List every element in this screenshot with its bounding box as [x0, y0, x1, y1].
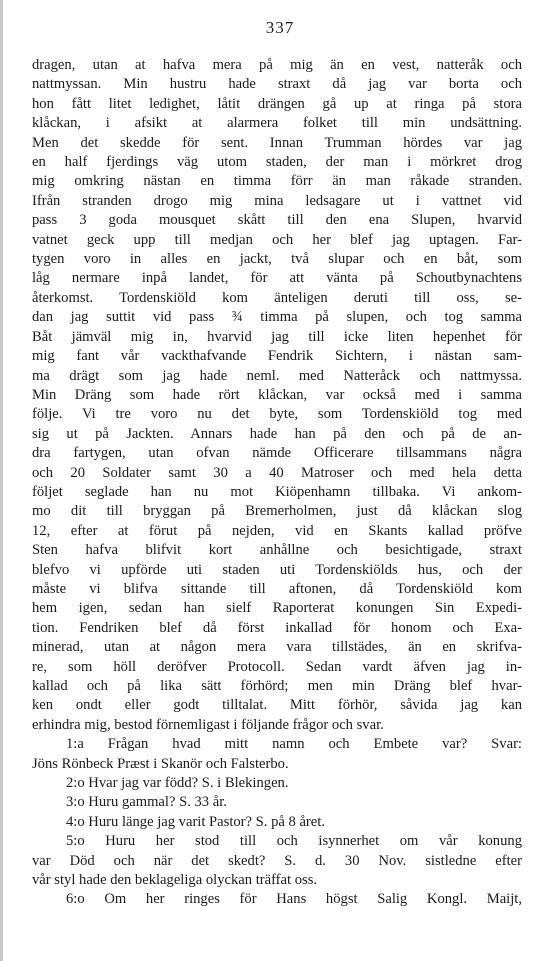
- text-line: ken ondt eller godt tilltalat. Mitt förhör, såvida jag kan: [32, 697, 522, 714]
- text-line: mo dit till bryggan på Bremerholmen, just då klåckan slog: [32, 503, 522, 520]
- text-line: Ifrån stranden drogo mig mina ledsagare ut i vattnet vid: [32, 192, 522, 209]
- text-line: ma drägt som jag hade neml. med Natteråck och nattmyssa.: [32, 367, 522, 384]
- text-line: minerad, utan at någon mera vara tillstädes, än en skrifva-: [32, 639, 522, 656]
- text-line: 6:o Om her ringes för Hans högst Salig Kongl. Maijt,: [66, 891, 522, 908]
- text-line: tygen voro in alles en jackt, två slupar och en båt, som: [32, 251, 522, 268]
- text-line: mig omkring nästan en timma förr än man råkade stranden.: [32, 173, 522, 190]
- text-line: Men det skedde för sent. Innan Trumman hördes var jag: [32, 134, 522, 151]
- text-line: vatnet geck upp till medjan och her blef jag uptagen. Far-: [32, 231, 522, 248]
- text-line: dra fartygen, utan ofvan nämde Officerare tillsammans några: [32, 445, 522, 462]
- text-line: blefvo vi upförde uti staden uti Tordenskiölds hus, och der: [32, 561, 522, 578]
- text-line: nattmyssan. Min hustru hade straxt då jag var borta och: [32, 76, 522, 93]
- text-line: 5:o Huru her stod till och isynnerhet om vår konung: [66, 833, 522, 850]
- text-line: dragen, utan at hafva mera på mig än en vest, natteråk och: [32, 57, 522, 73]
- text-line: en half fjerdings väg utom staden, der man i mörkret drog: [32, 154, 522, 171]
- text-line: och 20 Soldater samt 30 a 40 Matroser och med hela detta: [32, 464, 522, 481]
- text-line: hon fått litet ledighet, låtit drängen gå up at ringa på stora: [32, 95, 522, 112]
- text-line: hem igen, sedan han sielf Raporterat konungen Sin Expedi-: [32, 600, 522, 617]
- text-line: pass 3 goda mousquet skått till den ena Slupen, hvarvid: [32, 212, 522, 229]
- text-line: sig ut på Jackten. Annars hade han på den och på de an-: [32, 425, 522, 442]
- text-line: måste vi blifva sittande till aftonen, då Tordenskiöld kom: [32, 580, 522, 597]
- text-line: 12, efter at förut på nejden, vid en Skants kallad pröfve: [32, 522, 522, 539]
- text-line: vår styl hade den beklageliga olyckan träffat oss.: [32, 872, 318, 889]
- text-line: följe. Vi tre voro nu det byte, som Tordenskiöld tog med: [32, 406, 522, 423]
- page-edge-shadow: [0, 0, 3, 961]
- text-line: 2:o Hvar jag var född? S. i Blekingen.: [66, 775, 289, 792]
- text-line: Jöns Rönbeck Præst i Skanör och Falsterbo.: [32, 755, 289, 772]
- text-line: re, som höll deröfver Protocoll. Sedan vardt äfven jag in-: [32, 658, 522, 675]
- text-line: klåckan, i afsikt at alarmera folket till min undsättning.: [32, 115, 522, 132]
- text-line: 1:a Frågan hvad mitt namn och Embete var? Svar:: [66, 736, 522, 753]
- text-line: kallad och på lika sätt förhörd; men min Dräng blef hvar-: [32, 678, 522, 694]
- text-line: Sten hafva blifvit kort anhållne och besichtigade, straxt: [32, 542, 522, 559]
- text-line: låg nermare inpå landet, för att vänta på Schoutbynachtens: [32, 270, 522, 287]
- text-line: återkomst. Tordenskiöld kom änteligen deruti till oss, se-: [32, 289, 522, 306]
- body-text: [32, 56, 522, 910]
- text-line: mig fant vår vackthafvande Fendrik Sichtern, i nästan sam-: [32, 348, 522, 365]
- text-line: Min Dräng som hade rört klåckan, var också med i samma: [32, 386, 522, 403]
- text-line: följet seglade han nu mot Kiöpenhamn tillbaka. Vi ankom-: [32, 483, 522, 500]
- text-line: Båt jämväl mig in, hvarvid jag till icke liten hepenhet för: [32, 328, 522, 345]
- text-line: 3:o Huru gammal? S. 33 år.: [66, 794, 227, 811]
- text-line: erhindra mig, bestod förnemligast i följande frågor och svar.: [32, 716, 384, 733]
- page-number: 337: [265, 18, 295, 37]
- text-line: tion. Fendriken blef då först inkallad för honom och Exa-: [32, 619, 522, 636]
- text-line: 4:o Huru länge jag varit Pastor? S. på 8 året.: [66, 813, 325, 830]
- text-line: dan jag suttit vid pass ¾ timma på slupen, och tog samma: [32, 309, 522, 326]
- text-line: var Död och när det skedt? S. d. 30 Nov. sistledne efter: [32, 852, 522, 869]
